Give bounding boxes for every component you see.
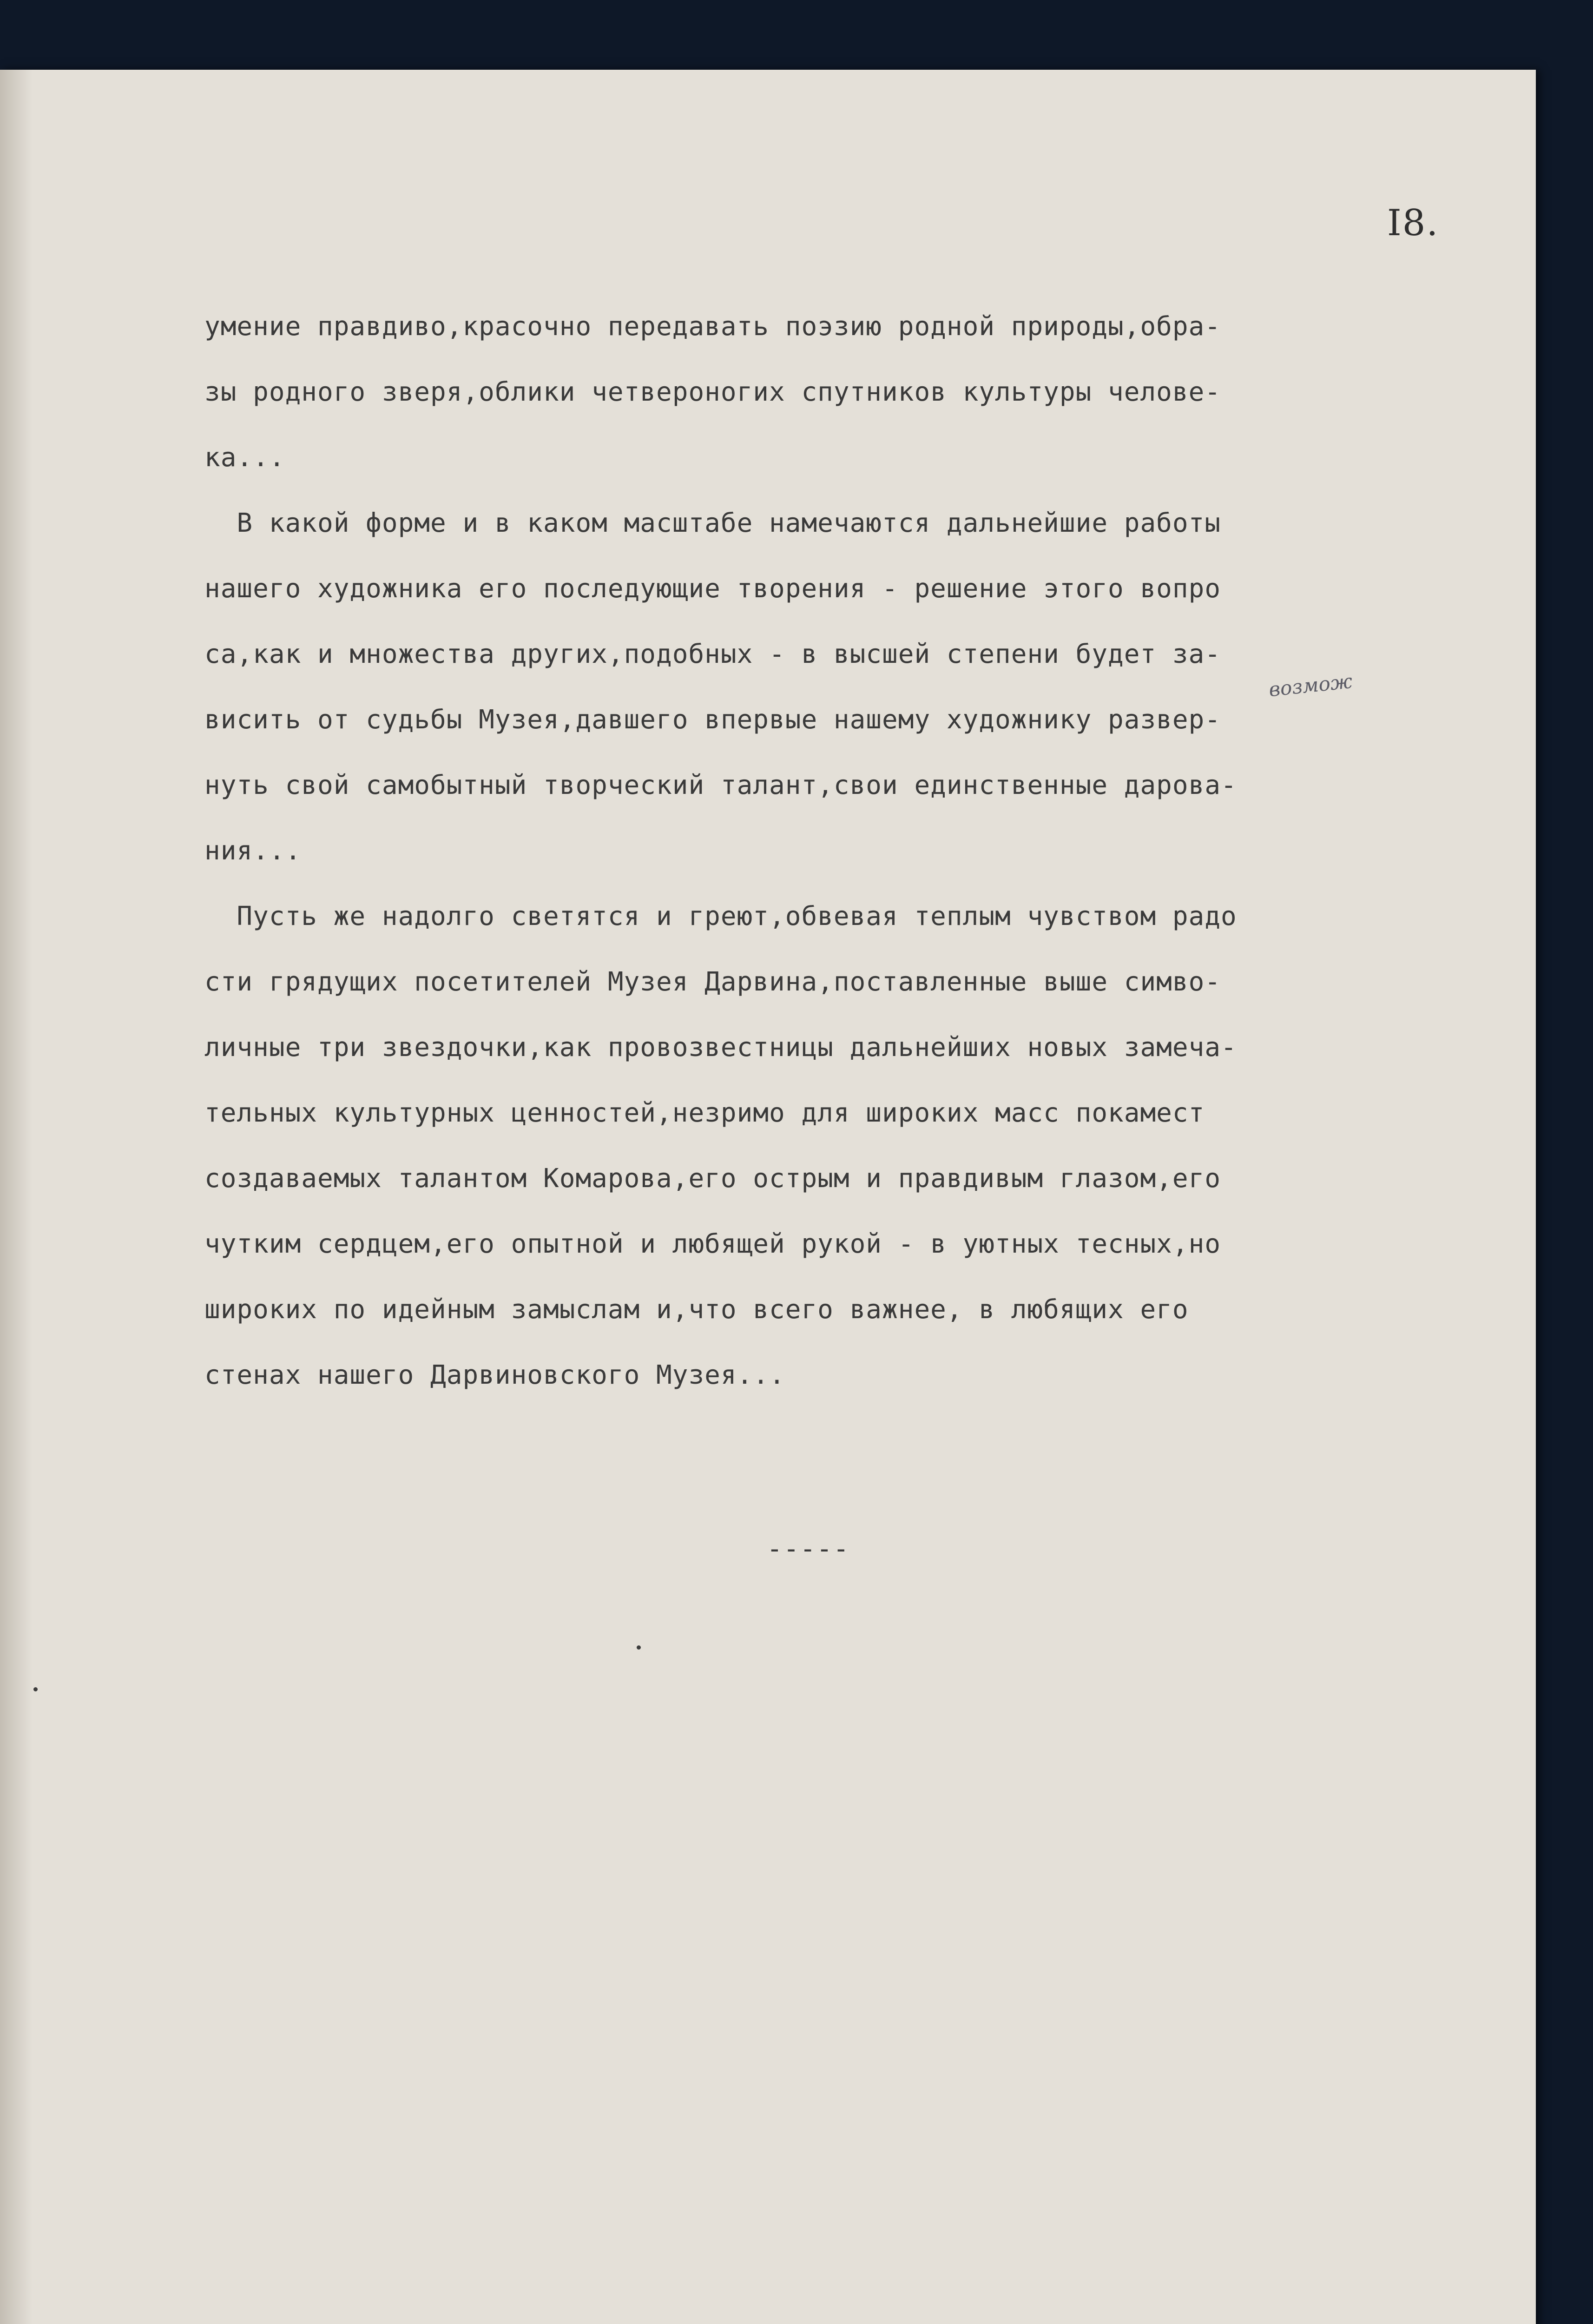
text-line: са,как и множества других,подобных - в высшей степени будет за- <box>204 639 1221 669</box>
text-line: сти грядущих посетителей Музея Дарвина,поставленные выше симво- <box>204 967 1221 997</box>
handwritten-annotation: возмож <box>1267 669 1354 701</box>
typewritten-page <box>0 70 1536 2324</box>
ink-speck <box>637 1645 641 1650</box>
body-text <box>204 311 1515 1426</box>
ink-speck <box>33 1687 38 1691</box>
text-line: умение правдиво,красочно передавать поэзию родной природы,обра- <box>204 311 1221 342</box>
text-line: стенах нашего Дарвиновского Музея... <box>204 1360 785 1390</box>
section-separator: ----- <box>767 1534 850 1564</box>
text-line: личные три звездочки,как провозвестницы дальнейших новых замеча- <box>204 1032 1237 1063</box>
text-line: зы родного зверя,облики четвероногих спутников культуры челове- <box>204 377 1221 407</box>
text-line: чутким сердцем,его опытной и любящей рукой - в уютных тесных,но <box>204 1229 1221 1259</box>
text-line: широких по идейным замыслам и,что всего важнее, в любящих его <box>204 1294 1189 1325</box>
page-number: I8. <box>1387 202 1439 244</box>
text-line: создаваемых талантом Комарова,его острым и правдивым глазом,его <box>204 1163 1221 1194</box>
page-fold-shadow <box>0 70 33 2324</box>
text-line: тельных культурных ценностей,незримо для широких масс покамест <box>204 1098 1205 1128</box>
text-line: висить от судьбы Музея,давшего впервые нашему художнику развер- <box>204 705 1221 735</box>
text-line: Пусть же надолго светятся и греют,обвевая теплым чувством радо <box>204 901 1237 931</box>
text-line: В какой форме и в каком масштабе намечаются дальнейшие работы <box>204 508 1221 538</box>
text-line: ния... <box>204 836 302 866</box>
text-line: нуть свой самобытный творческий талант,свои единственные дарова- <box>204 770 1237 800</box>
text-line: нашего художника его последующие творения - решение этого вопро <box>204 574 1221 604</box>
text-line: ка... <box>204 442 285 473</box>
